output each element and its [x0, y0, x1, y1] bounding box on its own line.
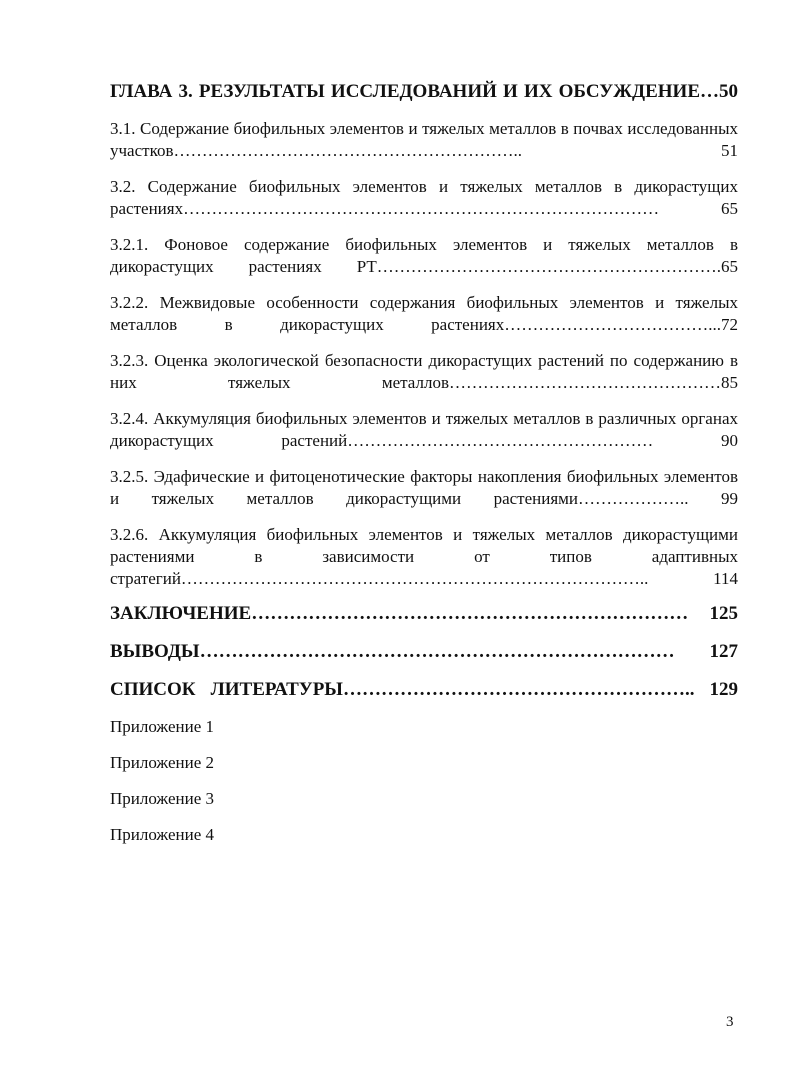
toc-references: СПИСОК ЛИТЕРАТУРЫ……………………………………………….. 129 — [110, 679, 738, 700]
toc-section-3-2-4: 3.2.4. Аккумуляция биофильных элементов и тяжелых металлов в различных органах дикорастущих растений……………………………………………… 90 — [110, 409, 738, 450]
toc-section-3-2-2: 3.2.2. Межвидовые особенности содержания биофильных элементов и тяжелых металлов в дикорастущих растениях………………………………...72 — [110, 293, 738, 334]
toc-conclusion: ЗАКЛЮЧЕНИЕ…………………………………………………………… 125 — [110, 603, 738, 624]
toc-section-3-2-3: 3.2.3. Оценка экологической безопасности дикорастущих растений по содержанию в них тяжелых металлов…………………………………………85 — [110, 351, 738, 392]
toc-section-3-2: 3.2. Содержание биофильных элементов и тяжелых металлов в дикорастущих растениях………………………………………………………………………… 65 — [110, 177, 738, 218]
toc-appendix-2: Приложение 2 — [110, 753, 214, 772]
toc-appendix-1: Приложение 1 — [110, 717, 214, 736]
toc-chapter-3: ГЛАВА 3. РЕЗУЛЬТАТЫ ИССЛЕДОВАНИЙ И ИХ ОБСУЖДЕНИЕ…50 — [110, 81, 738, 102]
page-number: 3 — [726, 1014, 734, 1030]
toc-section-3-2-6: 3.2.6. Аккумуляция биофильных элементов и тяжелых металлов дикорастущими растениями в зависимости от типов адаптивных стратегий……………………………………………………………………….. 114 — [110, 525, 738, 588]
toc-section-3-2-5: 3.2.5. Эдафические и фитоценотические факторы накопления биофильных элементов и тяжелых металлов дикорастущими растениями……………….. 99 — [110, 467, 738, 508]
table-of-contents — [110, 80, 738, 846]
toc-section-3-1: 3.1. Содержание биофильных элементов и тяжелых металлов в почвах исследованных участков…………………………………………………….. 51 — [110, 119, 738, 160]
toc-findings: ВЫВОДЫ………………………………………………………………… 127 — [110, 641, 738, 662]
toc-appendix-3: Приложение 3 — [110, 789, 214, 808]
toc-appendix-4: Приложение 4 — [110, 825, 214, 844]
toc-section-3-2-1: 3.2.1. Фоновое содержание биофильных элементов и тяжелых металлов в дикорастущих растениях РТ…………………………………………………….65 — [110, 235, 738, 276]
